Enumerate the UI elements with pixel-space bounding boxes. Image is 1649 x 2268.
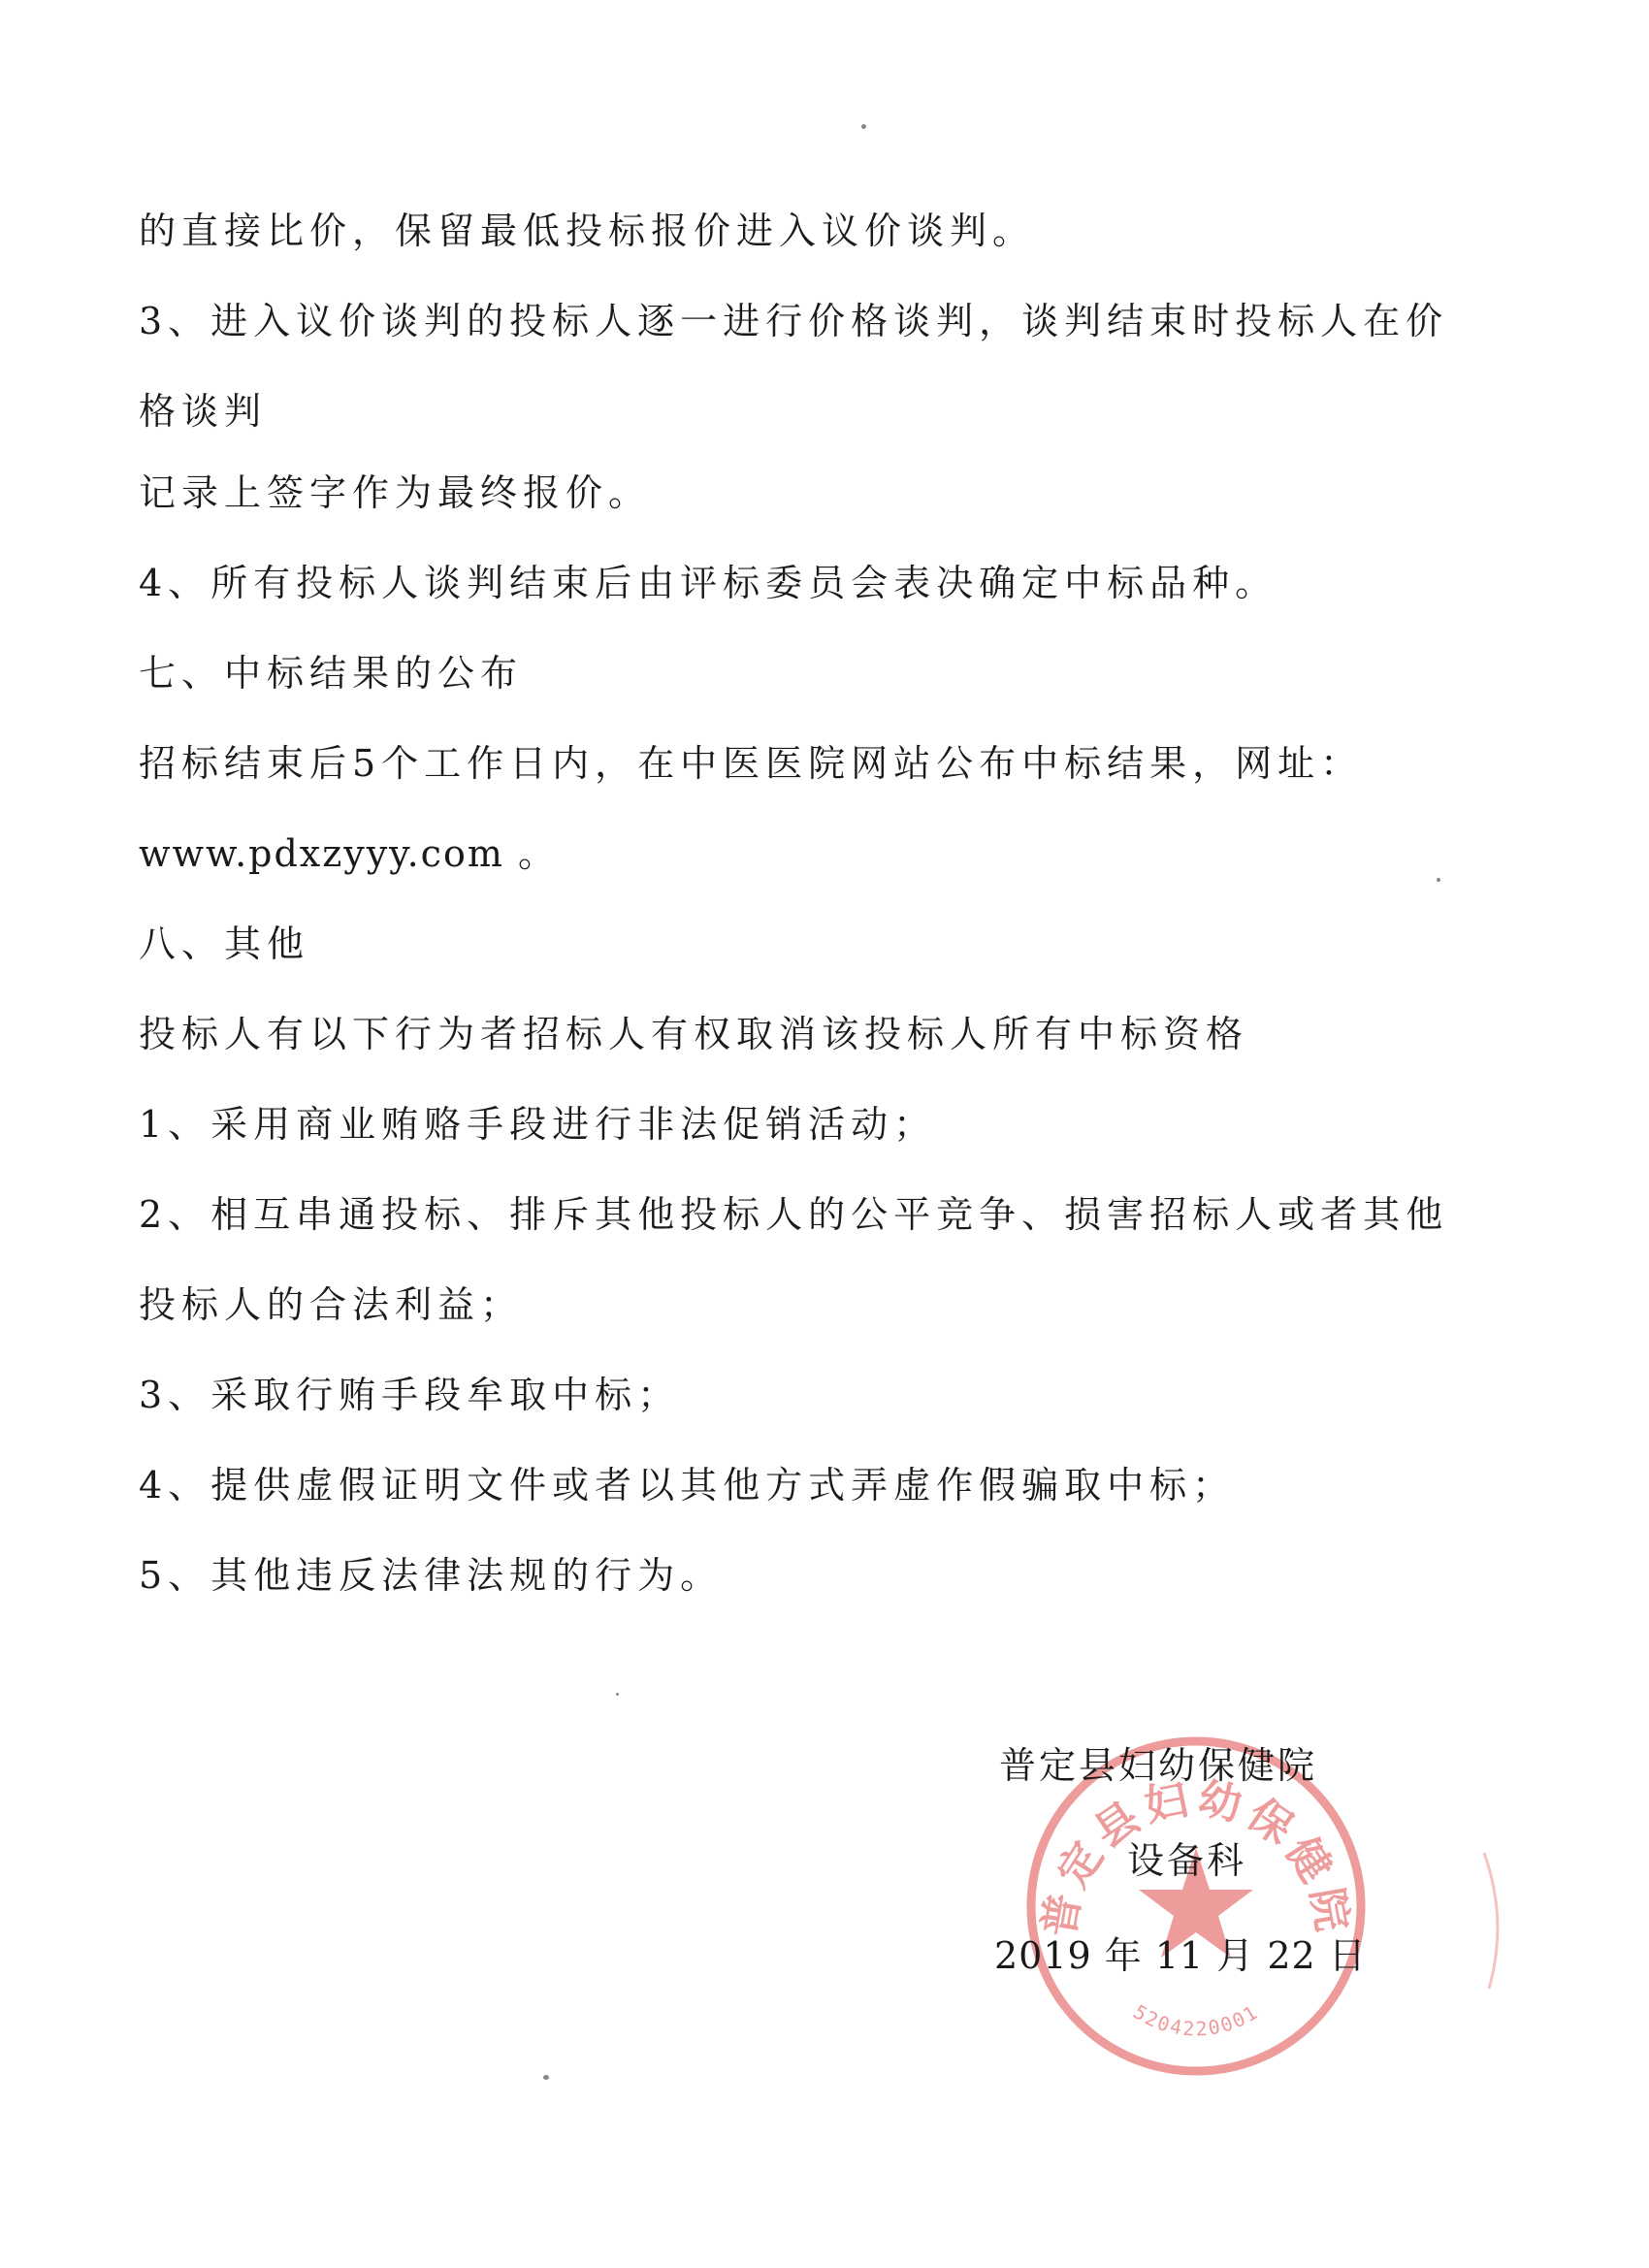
list-item-5: 5、其他违反法律法规的行为。 <box>139 1554 724 1597</box>
scan-speck <box>543 2075 549 2080</box>
issuing-department: 设备科 <box>1127 1839 1247 1882</box>
issue-date: 2019 年 11 月 22 日 <box>994 1934 1367 1977</box>
text-line-item-3-negotiation: 3、进入议价谈判的投标人逐一进行价格谈判，谈判结束时投标人在价 <box>139 300 1449 342</box>
text-line-disqualification: 投标人有以下行为者招标人有权取消该投标人所有中标资格 <box>139 1013 1249 1055</box>
text-line-item-4-committee: 4、所有投标人谈判结束后由评标委员会表决确定中标品种。 <box>139 562 1278 604</box>
scan-speck <box>861 124 866 129</box>
text-line-price-compare: 的直接比价，保留最低投标报价进入议价谈判。 <box>139 210 1036 252</box>
list-item-4: 4、提供虚假证明文件或者以其他方式弄虚作假骗取中标； <box>139 1464 1236 1507</box>
signature-block <box>970 1744 1367 2031</box>
website-url: www.pdxzyyy.com 。 <box>139 832 557 875</box>
section-heading-7: 七、中标结果的公布 <box>139 652 524 695</box>
seal-number: 5204220001 <box>1129 1999 1263 2041</box>
list-item-1: 1、采用商业贿赂手段进行非法促销活动； <box>139 1103 937 1146</box>
list-item-2: 2、相互串通投标、排斥其他投标人的公平竞争、损害招标人或者其他 <box>139 1193 1449 1236</box>
text-line-record-signature: 记录上签字作为最终报价。 <box>139 471 652 514</box>
list-item-3: 3、采取行贿手段牟取中标； <box>139 1374 681 1416</box>
scan-speck <box>616 1693 619 1696</box>
text-line-publish-results: 招标结束后5个工作日内，在中医医院网站公布中标结果，网址： <box>139 742 1364 785</box>
issuing-organization: 普定县妇幼保健院 <box>999 1744 1318 1787</box>
scan-speck <box>1437 878 1440 882</box>
list-item-2-continued: 投标人的合法利益； <box>139 1283 524 1326</box>
text-line-price-negotiation: 格谈判 <box>139 390 268 433</box>
section-heading-8: 八、其他 <box>139 923 310 965</box>
document-body <box>139 211 1458 1646</box>
seal-text: 普定县妇幼保健院 <box>1034 1773 1358 1941</box>
scan-edge-mark <box>1465 1843 1523 1998</box>
